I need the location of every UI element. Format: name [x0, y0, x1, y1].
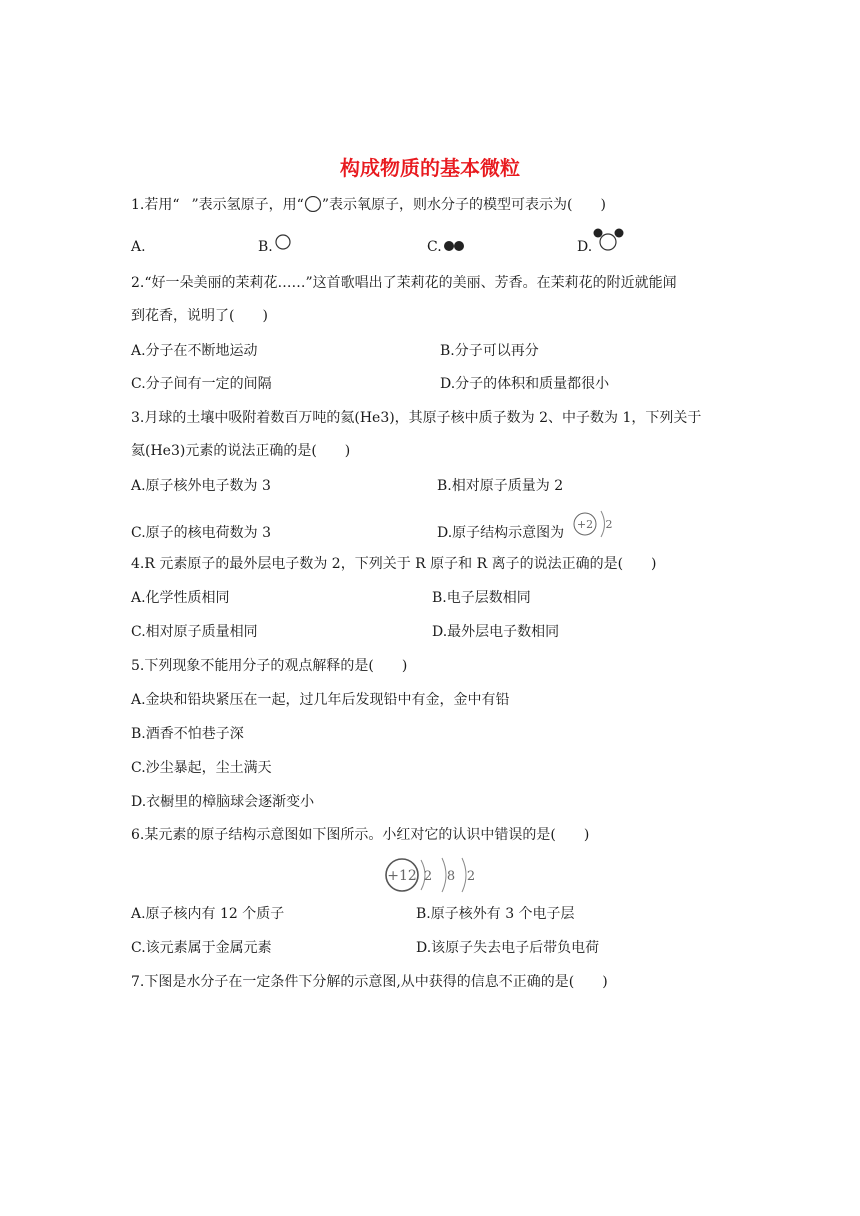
- question-4-option-c: C.相对原子质量相同: [131, 624, 258, 640]
- question-1-stem-part-2: ”表示氢原子，用“: [191, 197, 304, 213]
- question-2-option-a: A.分子在不断地运动: [131, 343, 258, 359]
- question-2-option-b: B.分子可以再分: [440, 343, 539, 359]
- question-1-option-a: A.: [131, 239, 146, 255]
- question-2-option-c: C.分子间有一定的间隔: [131, 376, 272, 392]
- question-4-option-b: B.电子层数相同: [432, 590, 531, 606]
- first-shell-electrons: 2: [423, 869, 433, 884]
- question-6-option-c: C.该元素属于金属元素: [131, 940, 272, 956]
- question-1-stem-part-1: 1.若用“: [131, 197, 180, 213]
- question-5-option-a: A.金块和铅块紧压在一起，过几年后发现铅中有金，金中有铅: [131, 692, 510, 708]
- helium-atom-structure-diagram: [570, 506, 616, 542]
- oxygen-atom-icon: [304, 196, 322, 212]
- question-6-stem: 6.某元素的原子结构示意图如下图所示。小红对它的认识中错误的是( ): [131, 827, 590, 843]
- question-5-stem: 5.下列现象不能用分子的观点解释的是( ): [131, 658, 408, 674]
- question-1-option-b: B.: [258, 239, 273, 255]
- question-5-option-d: D.衣橱里的樟脑球会逐渐变小: [131, 794, 315, 810]
- question-3-stem-line-2: 氦(He3)元素的说法正确的是( ): [131, 443, 351, 459]
- question-3-option-d: D.原子结构示意图为: [437, 525, 565, 541]
- helium-shell-electrons: 2: [605, 518, 613, 531]
- question-7-stem: 7.下图是水分子在一定条件下分解的示意图,从中获得的信息不正确的是( ): [131, 974, 608, 990]
- question-4-stem: 4.R 元素原子的最外层电子数为 2，下列关于 R 原子和 R 离子的说法正确的是( ): [131, 556, 657, 572]
- question-3-option-a: A.原子核外电子数为 3: [131, 478, 271, 494]
- question-5-option-b: B.酒香不怕巷子深: [131, 726, 244, 742]
- magnesium-atom-structure-diagram: [382, 855, 482, 895]
- question-5-option-c: C.沙尘暴起，尘土满天: [131, 760, 272, 776]
- question-3-option-c: C.原子的核电荷数为 3: [131, 525, 272, 541]
- second-shell-electrons: 8: [446, 869, 456, 884]
- question-2-option-d: D.分子的体积和质量都很小: [440, 376, 610, 392]
- page-title: 构成物质的基本微粒: [340, 156, 520, 180]
- third-shell-electrons: 2: [466, 869, 476, 884]
- question-6-option-d: D.该原子失去电子后带负电荷: [416, 940, 600, 956]
- question-6-option-b: B.原子核外有 3 个电子层: [416, 906, 575, 922]
- question-3-stem-line-1: 3.月球的土壤中吸附着数百万吨的氦(He3)，其原子核中质子数为 2、中子数为 1，下列关于: [131, 410, 702, 426]
- two-dark-atoms-model-icon: [443, 240, 467, 252]
- question-2-stem-line-1: 2.“好一朵美丽的茉莉花……”这首歌唱出了茉莉花的美丽、芳香。在茉莉花的附近就能闻: [131, 275, 677, 291]
- question-4-option-d: D.最外层电子数相同: [432, 624, 560, 640]
- question-4-option-a: A.化学性质相同: [131, 590, 230, 606]
- water-molecule-model-icon: [592, 226, 626, 252]
- question-3-option-b: B.相对原子质量为 2: [437, 478, 564, 494]
- question-1-option-d: D.: [577, 239, 593, 255]
- helium-nucleus-label: +2: [576, 518, 594, 531]
- question-1-option-c: C.: [427, 239, 442, 255]
- oxygen-atom-model-icon: [275, 234, 291, 250]
- question-6-option-a: A.原子核内有 12 个质子: [131, 906, 285, 922]
- question-1-stem: [131, 196, 606, 214]
- magnesium-nucleus-label: +12: [387, 868, 417, 884]
- question-2-stem-line-2: 到花香，说明了( ): [131, 308, 268, 324]
- question-1-stem-part-3: ”表示氧原子，则水分子的模型可表示为( ): [321, 197, 606, 213]
